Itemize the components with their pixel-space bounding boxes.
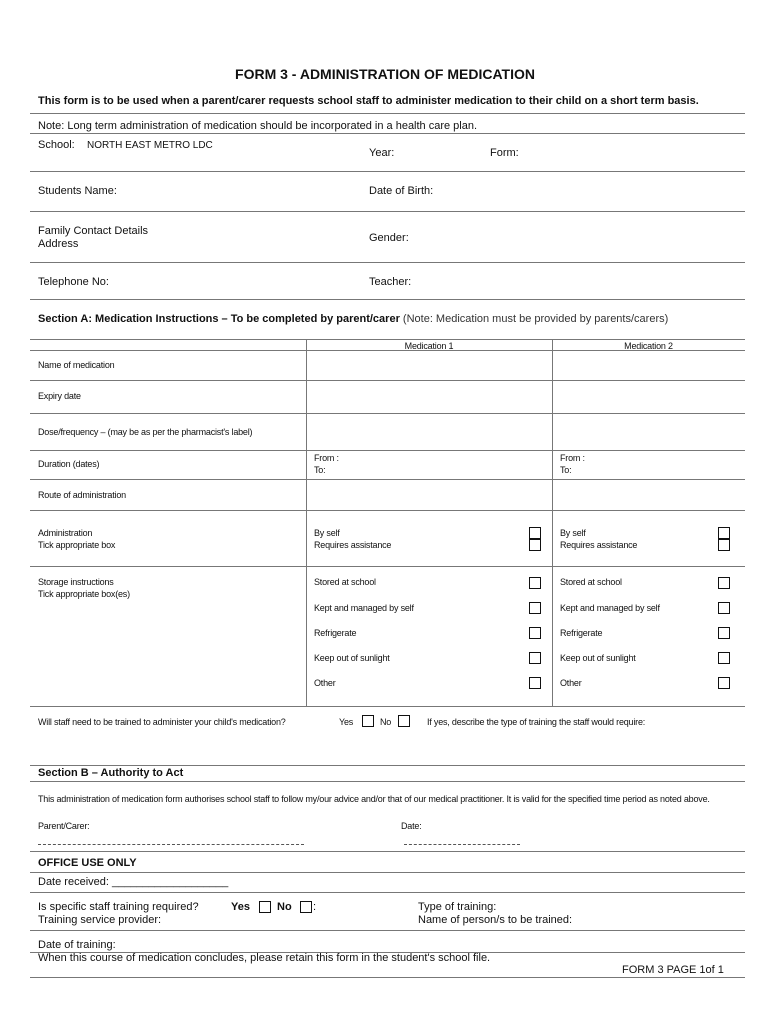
school-label: School: (38, 139, 75, 151)
table-border (30, 413, 745, 414)
med2-by-self-checkbox[interactable] (718, 527, 730, 539)
med1-to: To: (314, 465, 326, 475)
table-border (30, 510, 745, 511)
training-yes-checkbox[interactable] (362, 715, 374, 727)
section-a-title: Section A: Medication Instructions – To be completed by parent/carer (38, 313, 400, 325)
med2-from: From : (560, 453, 585, 463)
section-b-heading: Section B – Authority to Act (38, 767, 184, 779)
med2-storage-checkbox[interactable] (718, 627, 730, 639)
form-label: Form: (490, 147, 519, 159)
med2-by-self-label: By self (560, 528, 586, 538)
expiry-date-label: Expiry date (38, 391, 81, 401)
dose-frequency-label: Dose/frequency – (may be as per the pharmacist's label) (38, 427, 253, 437)
office-use-heading: OFFICE USE ONLY (38, 857, 137, 869)
divider (30, 851, 745, 852)
med2-storage-option: Other (560, 678, 582, 688)
med2-storage-option: Kept and managed by self (560, 603, 660, 613)
training-yes-label: Yes (339, 717, 354, 727)
med1-storage-checkbox[interactable] (529, 577, 541, 589)
office-yes-checkbox[interactable] (259, 901, 271, 913)
med2-storage-checkbox[interactable] (718, 652, 730, 664)
type-of-training-label: Type of training: (418, 901, 497, 913)
med2-storage-option: Refrigerate (560, 628, 603, 638)
page-title: FORM 3 - ADMINISTRATION OF MEDICATION (235, 66, 535, 82)
med2-requires-assistance-checkbox[interactable] (718, 539, 730, 551)
table-border (30, 380, 745, 381)
page-footer: FORM 3 PAGE 1of 1 (622, 964, 724, 976)
table-border (30, 479, 745, 480)
divider (30, 765, 745, 766)
administration-label: Administration (38, 528, 93, 538)
parent-carer-label: Parent/Carer: (38, 821, 90, 831)
med1-requires-assistance-checkbox[interactable] (529, 539, 541, 551)
divider (30, 781, 745, 782)
divider (30, 262, 745, 263)
med1-by-self-label: By self (314, 528, 340, 538)
training-no-checkbox[interactable] (398, 715, 410, 727)
route-label: Route of administration (38, 490, 126, 500)
divider (30, 892, 745, 893)
training-no-label: No (380, 717, 392, 727)
note-text: Note: Long term administration of medication should be incorporated in a health care plan. (38, 120, 478, 132)
divider (30, 211, 745, 212)
table-border (30, 706, 745, 707)
table-border (552, 339, 553, 706)
divider (30, 872, 745, 873)
training-describe-label: If yes, describe the type of training the staff would require: (427, 717, 646, 727)
table-border (30, 566, 745, 567)
training-question: Will staff need to be trained to administer your child's medication? (38, 717, 286, 727)
office-yes-label: Yes (231, 901, 250, 913)
med1-storage-checkbox[interactable] (529, 677, 541, 689)
med1-storage-checkbox[interactable] (529, 652, 541, 664)
divider (30, 930, 745, 931)
divider (30, 977, 745, 978)
teacher-label: Teacher: (369, 276, 412, 288)
administration-sub-label: Tick appropriate box (38, 540, 116, 550)
year-label: Year: (369, 147, 395, 159)
med1-storage-checkbox[interactable] (529, 627, 541, 639)
med2-storage-checkbox[interactable] (718, 602, 730, 614)
med2-storage-checkbox[interactable] (718, 677, 730, 689)
storage-label: Storage instructions (38, 577, 114, 587)
medication-2-header: Medication 2 (624, 341, 673, 351)
med1-storage-option: Kept and managed by self (314, 603, 414, 613)
med1-storage-option: Other (314, 678, 336, 688)
med2-storage-option: Stored at school (560, 577, 622, 587)
divider (30, 171, 745, 172)
date-received-label: Date received: ___________________ (38, 876, 229, 888)
medication-1-header: Medication 1 (404, 341, 454, 351)
student-name-label: Students Name: (38, 185, 117, 197)
name-of-medication-label: Name of medication (38, 360, 115, 370)
med1-storage-option: Stored at school (314, 577, 376, 587)
training-required-label: Is specific staff training required? (38, 901, 199, 913)
table-border (30, 339, 745, 340)
school-value: NORTH EAST METRO LDC (87, 140, 213, 151)
med1-storage-checkbox[interactable] (529, 602, 541, 614)
storage-sub-label: Tick appropriate box(es) (38, 589, 130, 599)
med1-from: From : (314, 453, 339, 463)
med1-storage-option: Keep out of sunlight (314, 653, 390, 663)
table-border (30, 450, 745, 451)
training-provider-label: Training service provider: (38, 914, 162, 926)
persons-trained-label: Name of person/s to be trained: (418, 914, 573, 926)
med1-storage-option: Refrigerate (314, 628, 357, 638)
office-no-checkbox[interactable] (300, 901, 312, 913)
intro-text: This form is to be used when a parent/carer requests school staff to administer medication to their child on a short term basis. (38, 95, 699, 107)
med1-requires-assistance-label: Requires assistance (314, 540, 392, 550)
section-a-heading (38, 313, 668, 325)
med1-by-self-checkbox[interactable] (529, 527, 541, 539)
office-no-label: No (277, 901, 292, 913)
telephone-label: Telephone No: (38, 276, 109, 288)
med2-storage-option: Keep out of sunlight (560, 653, 636, 663)
authority-text: This administration of medication form authorises school staff to follow my/our advice and/or that of our medical practitioner. It is valid for the specified time period as noted above. (38, 794, 710, 804)
med2-to: To: (560, 465, 572, 475)
divider (30, 299, 745, 300)
med2-storage-checkbox[interactable] (718, 577, 730, 589)
table-border (306, 339, 307, 706)
section-b-date-line[interactable] (404, 844, 520, 845)
section-b-date-label: Date: (401, 821, 422, 831)
address-label: Address (38, 238, 79, 250)
family-contact-label: Family Contact Details (38, 225, 149, 237)
divider (30, 133, 745, 134)
med2-requires-assistance-label: Requires assistance (560, 540, 638, 550)
duration-label: Duration (dates) (38, 459, 100, 469)
divider (30, 113, 745, 114)
retain-form-text: When this course of medication concludes, please retain this form in the student's school file. (38, 952, 491, 964)
gender-label: Gender: (369, 232, 409, 244)
date-of-training-label: Date of training: (38, 939, 116, 951)
office-colon: : (313, 901, 317, 913)
dob-label: Date of Birth: (369, 185, 434, 197)
parent-signature-line[interactable] (38, 844, 304, 845)
section-a-note: (Note: Medication must be provided by parents/carers) (402, 313, 669, 325)
